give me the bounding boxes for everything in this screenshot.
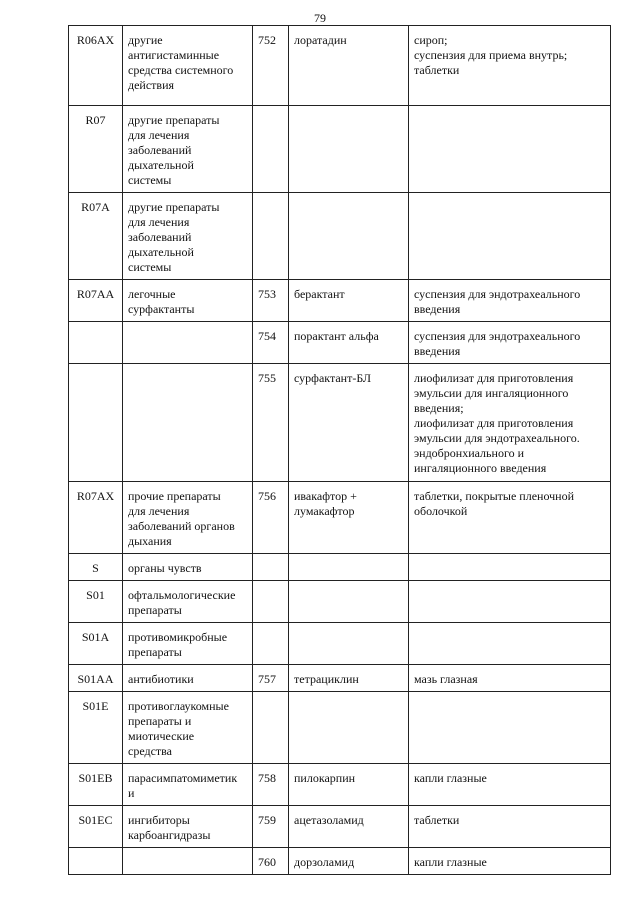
group-name-cell-text: антибиотики — [128, 672, 194, 686]
group-name-cell — [123, 764, 253, 806]
item-number-cell — [253, 322, 289, 364]
atc-code-cell — [69, 848, 123, 875]
group-name-cell — [123, 806, 253, 848]
group-name-cell — [123, 665, 253, 692]
dosage-form-cell — [409, 764, 611, 806]
item-number-cell-text: 760 — [258, 855, 276, 869]
item-number-cell-text: 759 — [258, 813, 276, 827]
atc-code-cell-text: R06AX — [76, 33, 115, 47]
item-number-cell — [253, 764, 289, 806]
drug-name-cell — [289, 106, 409, 193]
table-row — [69, 364, 611, 482]
atc-code-cell-text: S01A — [81, 630, 110, 644]
drug-name-cell-text: порактант альфа — [294, 329, 379, 343]
item-number-cell — [253, 806, 289, 848]
table-row — [69, 554, 611, 581]
table-row — [69, 106, 611, 193]
page-number: 79 — [314, 11, 326, 25]
dosage-form-cell — [409, 280, 611, 322]
item-number-cell — [253, 364, 289, 482]
atc-code-cell — [69, 581, 123, 623]
atc-code-cell — [69, 193, 123, 280]
table-row — [69, 692, 611, 764]
item-number-cell — [253, 280, 289, 322]
table-row — [69, 623, 611, 665]
atc-code-cell — [69, 322, 123, 364]
item-number-cell — [253, 554, 289, 581]
table-row — [69, 193, 611, 280]
drug-name-cell — [289, 806, 409, 848]
item-number-cell — [253, 26, 289, 106]
drug-name-cell — [289, 482, 409, 554]
drug-name-cell — [289, 692, 409, 764]
table-row — [69, 482, 611, 554]
group-name-cell — [123, 623, 253, 665]
atc-code-cell-text: S — [92, 561, 99, 575]
atc-code-cell-text: S01AA — [77, 672, 114, 686]
atc-code-cell — [69, 280, 123, 322]
drug-name-cell-text: сурфактант-БЛ — [294, 371, 372, 385]
drug-name-cell-text: ивакафтор + лумакафтор — [294, 489, 357, 518]
group-name-cell-text: офтальмологические препараты — [128, 588, 236, 617]
atc-code-cell — [69, 764, 123, 806]
group-name-cell-text: легочные сурфактанты — [128, 287, 195, 316]
drug-name-cell — [289, 322, 409, 364]
dosage-form-cell — [409, 665, 611, 692]
drug-name-cell-text: тетрациклин — [294, 672, 359, 686]
dosage-form-cell-text: суспензия для эндотрахеального введения — [414, 329, 581, 358]
atc-code-cell — [69, 806, 123, 848]
group-name-cell-text: противомикробные препараты — [128, 630, 228, 659]
dosage-form-cell — [409, 623, 611, 665]
dosage-form-cell — [409, 554, 611, 581]
atc-code-cell — [69, 106, 123, 193]
group-name-cell-text: другие антигистаминные средства системного действия — [128, 33, 234, 92]
item-number-cell-text: 757 — [258, 672, 276, 686]
dosage-form-cell — [409, 581, 611, 623]
dosage-form-cell — [409, 848, 611, 875]
dosage-form-cell-text: таблетки, покрытые пленочной оболочкой — [414, 489, 575, 518]
item-number-cell-text: 752 — [258, 33, 276, 47]
atc-code-cell-text: S01EB — [78, 771, 113, 785]
atc-code-cell-text: R07AX — [76, 489, 115, 503]
drug-name-cell — [289, 26, 409, 106]
group-name-cell-text: прочие препараты для лечения заболеваний органов дыхания — [128, 489, 235, 548]
atc-code-cell-text: S01E — [82, 699, 109, 713]
atc-code-cell — [69, 665, 123, 692]
atc-code-cell — [69, 364, 123, 482]
dosage-form-cell-text: лиофилизат для приготовления эмульсии для ингаляционного введения; лиофилизат для приготовления эмульсии для эндотрахеального. эндобронхиального и ингаляционного введения — [414, 371, 580, 475]
atc-code-cell-text: R07A — [81, 200, 110, 214]
group-name-cell — [123, 280, 253, 322]
group-name-cell — [123, 554, 253, 581]
item-number-cell-text: 755 — [258, 371, 276, 385]
item-number-cell — [253, 848, 289, 875]
table-row — [69, 581, 611, 623]
item-number-cell — [253, 623, 289, 665]
drug-name-cell — [289, 665, 409, 692]
dosage-form-cell — [409, 322, 611, 364]
table-row — [69, 806, 611, 848]
dosage-form-cell-text: суспензия для эндотрахеального введения — [414, 287, 581, 316]
table-row — [69, 764, 611, 806]
table-row — [69, 322, 611, 364]
drug-name-cell-text: дорзоламид — [294, 855, 355, 869]
group-name-cell — [123, 692, 253, 764]
atc-code-cell — [69, 26, 123, 106]
table-row — [69, 26, 611, 106]
group-name-cell — [123, 26, 253, 106]
item-number-cell — [253, 193, 289, 280]
drug-name-cell — [289, 764, 409, 806]
item-number-cell-text: 753 — [258, 287, 276, 301]
item-number-cell — [253, 581, 289, 623]
atc-code-cell — [69, 692, 123, 764]
dosage-form-cell-text: капли глазные — [414, 855, 487, 869]
group-name-cell — [123, 364, 253, 482]
drug-name-cell — [289, 581, 409, 623]
group-name-cell-text: органы чувств — [128, 561, 202, 575]
dosage-form-cell — [409, 692, 611, 764]
drug-name-cell — [289, 280, 409, 322]
drug-name-cell — [289, 554, 409, 581]
drug-name-cell-text: пилокарпин — [294, 771, 356, 785]
drug-name-cell — [289, 848, 409, 875]
group-name-cell — [123, 581, 253, 623]
drug-name-cell-text: лоратадин — [294, 33, 347, 47]
drug-name-cell — [289, 193, 409, 280]
group-name-cell — [123, 482, 253, 554]
item-number-cell — [253, 106, 289, 193]
table-row — [69, 848, 611, 875]
item-number-cell — [253, 692, 289, 764]
group-name-cell-text: противоглаукомные препараты и миотические средства — [128, 699, 229, 758]
atc-code-cell-text: S01EC — [78, 813, 113, 827]
item-number-cell — [253, 665, 289, 692]
table-body — [69, 26, 611, 875]
dosage-form-cell-text: капли глазные — [414, 771, 487, 785]
group-name-cell — [123, 193, 253, 280]
dosage-form-cell — [409, 482, 611, 554]
drug-classification-table — [68, 25, 611, 875]
item-number-cell — [253, 482, 289, 554]
dosage-form-cell — [409, 806, 611, 848]
item-number-cell-text: 756 — [258, 489, 276, 503]
drug-name-cell — [289, 623, 409, 665]
atc-code-cell-text: S01 — [86, 588, 105, 602]
dosage-form-cell-text: таблетки — [414, 813, 460, 827]
table-row — [69, 665, 611, 692]
atc-code-cell-text: R07 — [85, 113, 106, 127]
atc-code-cell — [69, 554, 123, 581]
dosage-form-cell — [409, 193, 611, 280]
dosage-form-cell — [409, 106, 611, 193]
drug-name-cell-text: берактант — [294, 287, 345, 301]
drug-name-cell — [289, 364, 409, 482]
group-name-cell-text: ингибиторы карбоангидразы — [128, 813, 211, 842]
dosage-form-cell-text: мазь глазная — [414, 672, 478, 686]
table-row — [69, 280, 611, 322]
atc-code-cell — [69, 623, 123, 665]
group-name-cell — [123, 322, 253, 364]
group-name-cell-text: другие препараты для лечения заболеваний дыхательной системы — [128, 200, 220, 274]
group-name-cell-text: другие препараты для лечения заболеваний дыхательной системы — [128, 113, 220, 187]
group-name-cell-text: парасимпатомиметик и — [128, 771, 238, 800]
item-number-cell-text: 754 — [258, 329, 276, 343]
group-name-cell — [123, 106, 253, 193]
atc-code-cell-text: R07AA — [76, 287, 115, 301]
group-name-cell — [123, 848, 253, 875]
atc-code-cell — [69, 482, 123, 554]
dosage-form-cell-text: сироп; суспензия для приема внутрь; таблетки — [414, 33, 568, 77]
dosage-form-cell — [409, 364, 611, 482]
item-number-cell-text: 758 — [258, 771, 276, 785]
dosage-form-cell — [409, 26, 611, 106]
drug-name-cell-text: ацетазоламид — [294, 813, 364, 827]
